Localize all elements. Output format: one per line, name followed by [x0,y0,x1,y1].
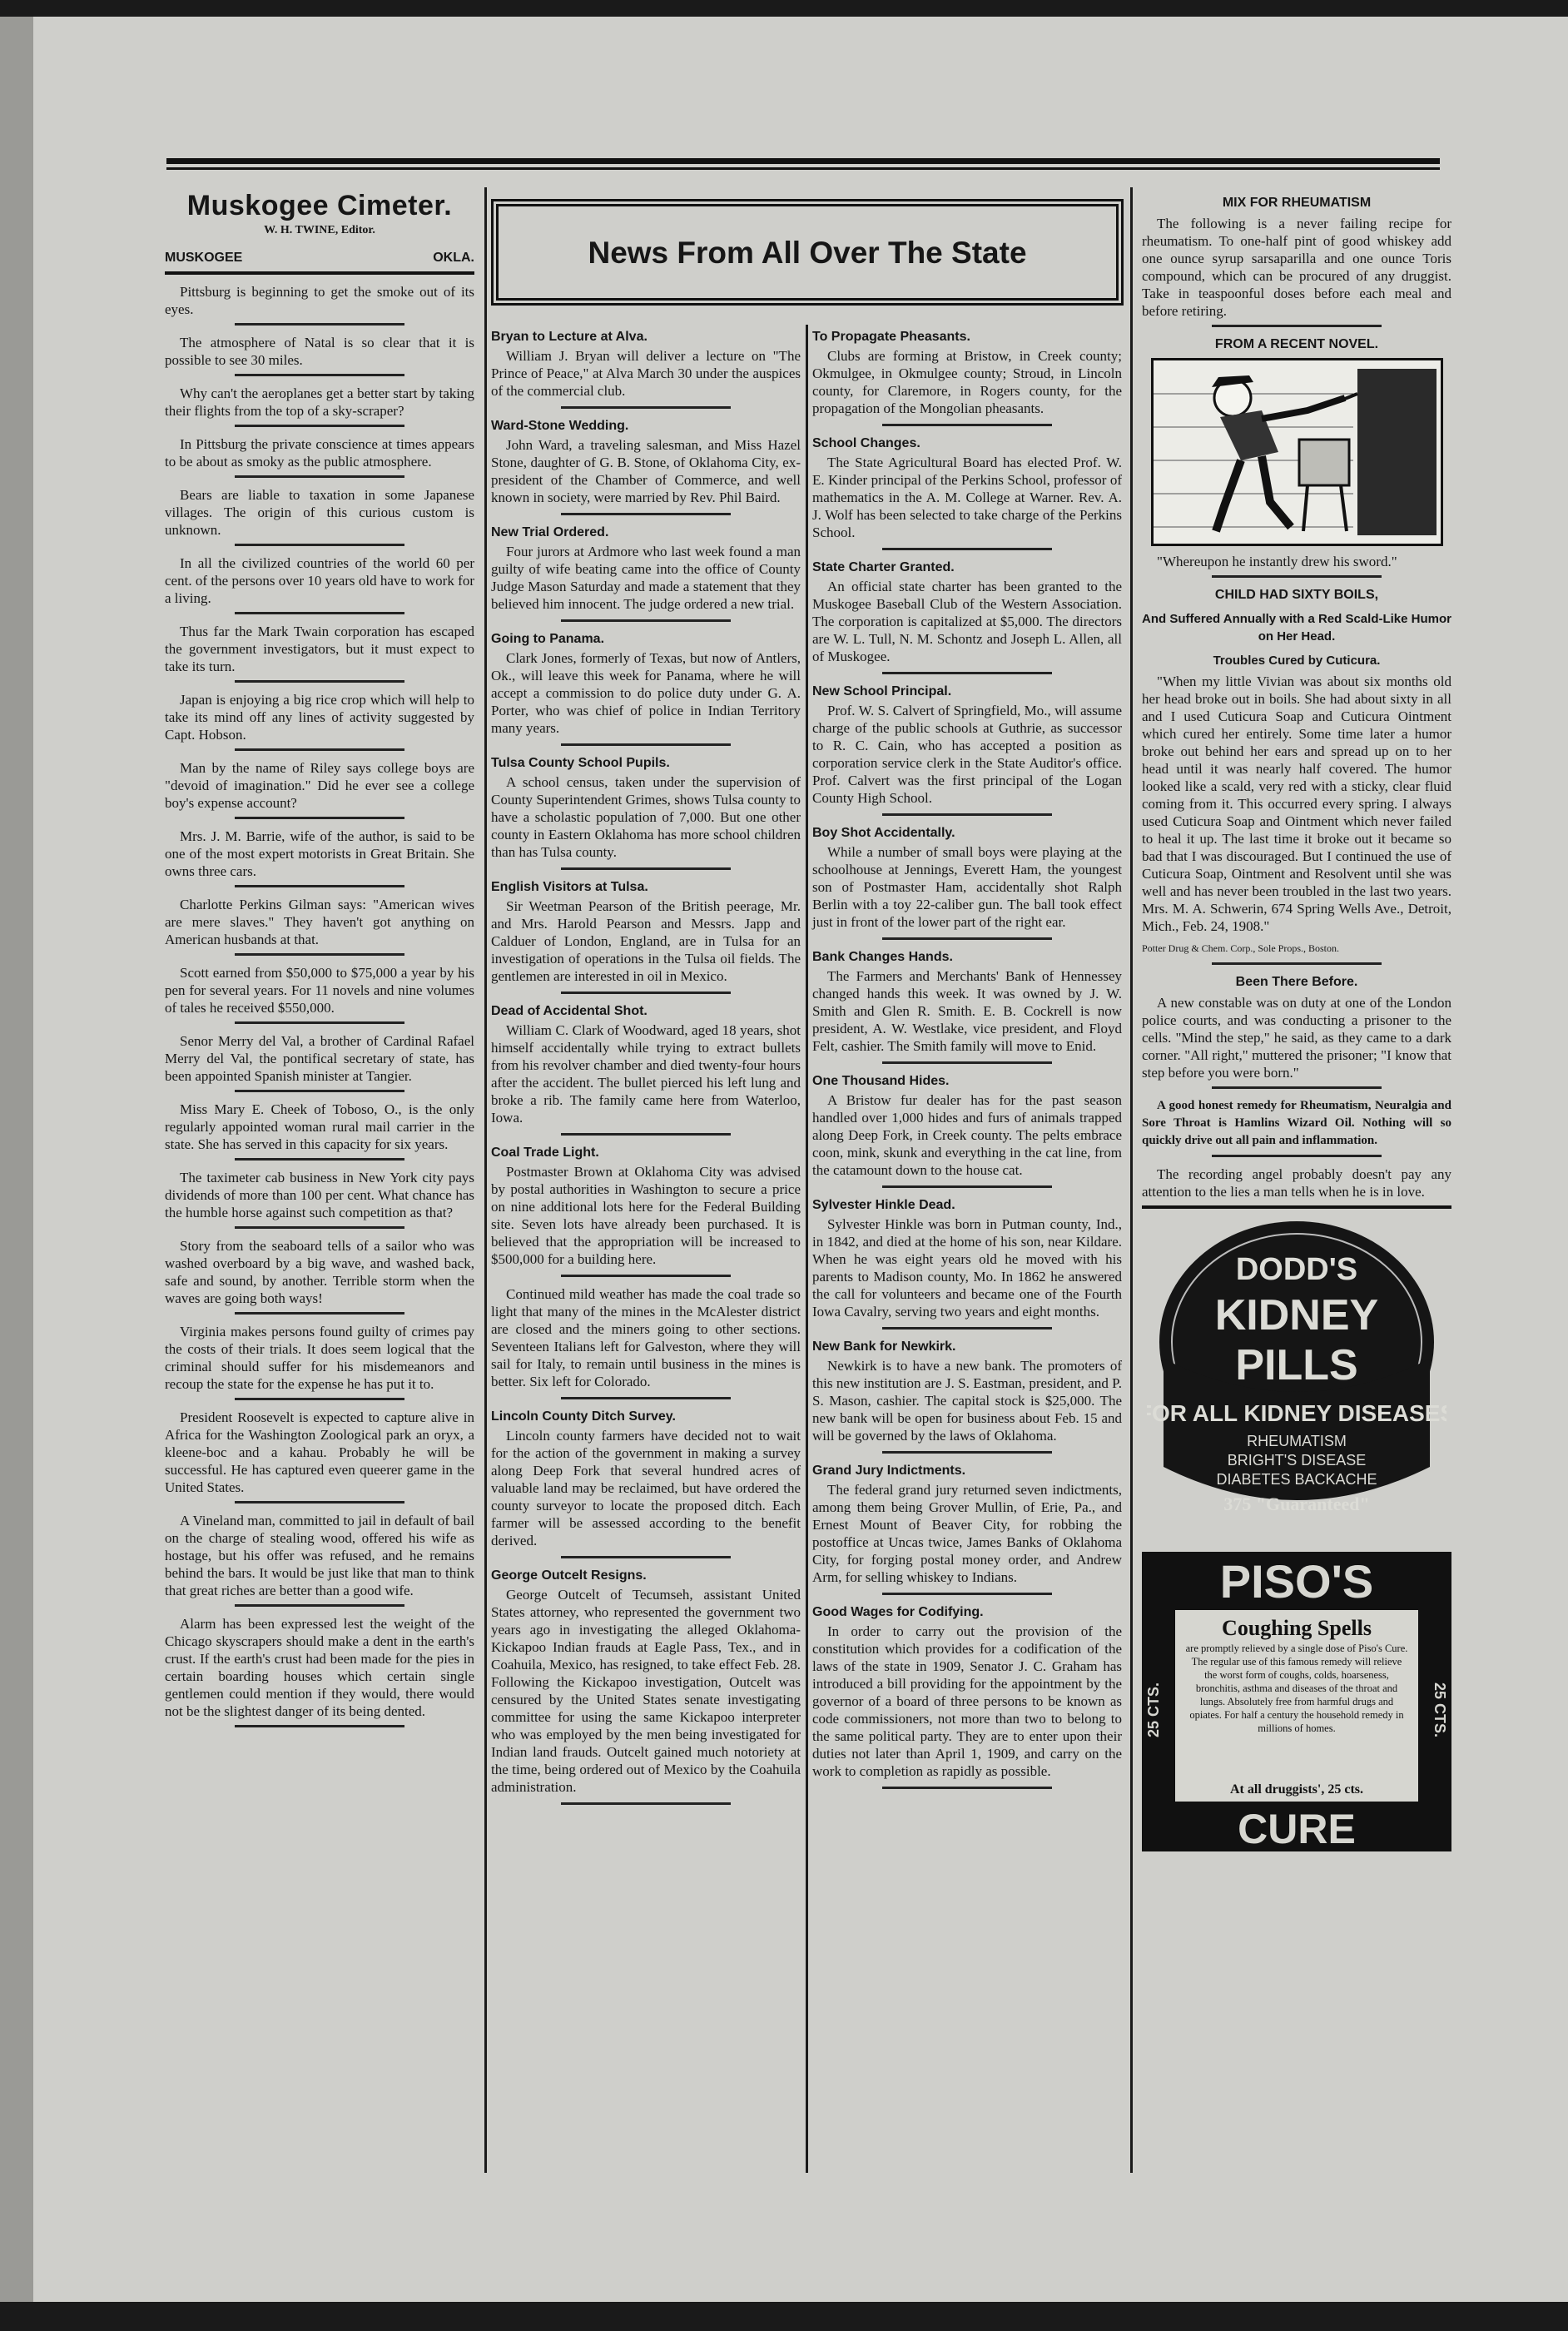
pisos-frame-icon [1142,1552,1451,1851]
separator [561,513,732,515]
separator [235,425,405,427]
story-body: The State Agricultural Board has elected Prof. W. E. Kinder principal of the Perkins School, professor of mathematics in the A. M. College at Warner. Rev. A. J. Wolf has been selected to take charge of the Perkins School. [812,455,1122,540]
news-story [491,878,801,985]
separator [1212,962,1382,965]
separator [561,1556,732,1558]
pill-box-icon [1147,1217,1446,1542]
news-story [812,1603,1122,1780]
story-body: The Farmers and Merchants' Bank of Hennessey changed hands this week. It was owned by J. W. Smith and Glen R. Smith. E. B. Cockrell is now president, A. W. Westlake, vice president, and Floyd Felt, cashier. The Smith family will move to Enid. [812,968,1122,1054]
brief-item: Mrs. J. M. Barrie, wife of the author, is said to be one of the most expert motorists in Great Britain. She owns three cars. [165,828,474,879]
separator [235,1604,405,1607]
swordsman-drawing-icon [1154,360,1441,544]
separator [235,748,405,751]
dodds-guarantee: 375 "Guaranteed" [1223,1494,1370,1514]
dodds-inner-2: BRIGHT'S DISEASE [1227,1452,1367,1469]
separator [561,1397,732,1399]
news-story [491,1408,801,1549]
boils-heading: CHILD HAD SIXTY BOILS, [1214,588,1379,602]
brief-item: Japan is enjoying a big rice crop which will help to take its mind off any lines of activity suggested by Capt. Hobson. [165,692,474,743]
separator [235,1021,405,1024]
wizard-oil-notice: A good honest remedy for Rheumatism, Neuralgia and Sore Throat is Hamlins Wizard Oil. Nothing will so quickly drive out all pain and inflammation. [1142,1099,1451,1147]
story-body: A Bristow fur dealer has for the past season handled over 1,000 hides and furs of animals trapped along Deep Fork, in Creek county. The pelts embrace coon, mink, skunk and everything in the cat line, from the catamount down to the house cat. [812,1092,1122,1178]
story-body: Clubs are forming at Bristow, in Creek county; Okmulgee, in Okmulgee county; Stroud, in Lincoln county, for Claremore, in Rogers county, for the propagation of the Mongolian pheasants. [812,348,1122,416]
separator [235,1398,405,1400]
brief-item: Man by the name of Riley says college boys are "devoid of imagination." Did he ever see a college boy's expense account? [165,760,474,811]
separator [882,548,1053,550]
separator [235,544,405,546]
separator [1142,1205,1451,1209]
separator [882,424,1053,426]
dodds-ring-text: FOR ALL KIDNEY DISEASES [1147,1400,1446,1426]
story-headline: One Thousand Hides. [812,1074,950,1088]
story-body: Sylvester Hinkle was born in Putman county, Ind., in 1842, and died at the home of his son, near Kildare. When he was eight years old he moved with his parents to Madison county, Mo. In 1862 he answered the call for volunteers and became one of the Fourth Iowa Cavalry, serving two years and eight months. [812,1216,1122,1320]
brief-item: Bears are liable to taxation in some Japanese villages. The origin of this curious custom is unknown. [165,487,474,538]
rheumatism-heading: MIX FOR RHEUMATISM [1222,196,1372,210]
brief-item: Miss Mary E. Cheek of Toboso, O., is the only regularly appointed woman rural mail carrier in the state. She has served in this capacity for six years. [165,1101,474,1152]
separator [561,1802,732,1805]
column-rule [1130,187,1133,2173]
separator [235,885,405,887]
news-story [491,328,801,400]
story-headline: Tulsa County School Pupils. [491,756,670,770]
brief-item: Charlotte Perkins Gilman says: "American wives are mere slaves." They haven't got anything on American husbands at that. [165,897,474,947]
news-story [491,630,801,737]
brief-item: Thus far the Mark Twain corporation has escaped the government investigators, but it must expect to take its turn. [165,624,474,674]
separator [235,475,405,478]
story-body: Postmaster Brown at Oklahoma City was advised by postal authorities in Washington to secure a price on nine additional lots here for the Federal Building site. Seven lots have already been purchased. It is believed that the appropriation will be increased to $500,000 for a building here. [491,1164,801,1267]
dodds-inner-1: RHEUMATISM [1247,1433,1347,1449]
separator [235,680,405,683]
separator [235,1725,405,1727]
story-headline: To Propagate Pheasants. [812,330,970,344]
separator [1212,325,1382,327]
masthead-title: Muskogee Cimeter. [186,190,453,221]
separator [882,937,1053,940]
separator [235,1158,405,1161]
newspaper-page [0,17,1568,2302]
story-headline: Ward-Stone Wedding. [491,419,629,433]
story-headline: Bank Changes Hands. [812,950,953,964]
story-body: An official state charter has been granted to the Muskogee Baseball Club of the Western Association. The corporation is capitalized at $5,000. The directors are W. L. Tull, N. M. Schontz and Joseph L. Allen, all of Muskogee. [812,579,1122,664]
story-body: Lincoln county farmers have decided not to wait for the action of the government in making a survey along Deep Fork that several hundred acres of valuable land may be reclaimed, but have ordered the county surveyor to locate the proposed ditch. Each farmer will be assessed according to the benefit derived. [491,1428,801,1548]
story-headline: Boy Shot Accidentally. [812,826,955,840]
brief-item: Virginia makes persons found guilty of crimes pay the costs of their trials. It does seem logical that the criminal should suffer for his misdemeanors and recoup the state for the expense he has put it to. [165,1324,474,1392]
news-story [491,417,801,506]
dodds-inner-3: DIABETES BACKACHE [1216,1471,1377,1488]
story-headline: George Outcelt Resigns. [491,1568,647,1583]
pisos-side-right: 25 CTS. [1432,1682,1448,1738]
separator [235,817,405,819]
separator [235,953,405,956]
news-story [812,1072,1122,1179]
brief-item: Pittsburg is beginning to get the smoke out of its eyes. [165,284,474,317]
story-body: The federal grand jury returned seven indictments, among them being Grover Mullin, of Erie, Pa., and Ernest Mount of Beaver City, for robbing the postoffice at Uncas twice, James Banks of Oklahoma City, for forging postal money order, and Andrew Arm, for selling whiskey to Indians. [812,1482,1122,1585]
story-headline: Lincoln County Ditch Survey. [491,1409,676,1424]
brief-item: In Pittsburg the private conscience at times appears to be about as smoky as the public atmosphere. [165,436,474,470]
brief-item: The taximeter cab business in New York city pays dividends of more than 100 per cent. What chance has the humble horse against such competition as that? [165,1170,474,1220]
banner-title: News From All Over The State [588,235,1027,270]
boils-subheading-2: Troubles Cured by Cuticura. [1213,654,1381,668]
story-headline: Grand Jury Indictments. [812,1464,966,1478]
separator [882,813,1053,816]
story-body: John Ward, a traveling salesman, and Miss Hazel Stone, daughter of G. B. Stone, of Oklahoma City, ex-president of the Chamber of Commerce, and well known in society, were married by Rev. Phil Baird. [491,437,801,505]
pisos-side-left: 25 CTS. [1145,1682,1162,1738]
seen-body: A new constable was on duty at one of the London police courts, and was conducting a prisoner to the cells. "Mind the step," he said, as they came to a dark corner. "All right," muttered the prisoner; "I know that step before you were born." [1142,995,1451,1081]
rheumatism-body: The following is a never failing recipe for rheumatism. To one-half pint of good whiskey add one ounce syrup sarsaparilla and one ounce Toris compound, which can be procured of any druggist. Take in teaspoonful doses before each meal and before retiring. [1142,216,1451,319]
brief-item: In all the civilized countries of the world 60 per cent. of the persons over 10 years old have to work for a living. [165,555,474,606]
boils-subheading: And Suffered Annually with a Red Scald-Like Humor on Her Head. [1142,612,1451,644]
pisos-price: At all druggists', 25 cts. [1230,1782,1363,1797]
news-story [812,824,1122,931]
pisos-top: PISO'S [1219,1555,1374,1608]
brief-item: Alarm has been expressed lest the weight of the Chicago skyscrapers should make a dent in the earth's crust. If the earth's crust had been made for the pies in certain boarding houses which certain single gentlemen could mention if they would, there would not be the slightest danger of its being dented. [165,1616,474,1719]
separator [882,1787,1053,1789]
story-headline: Dead of Accidental Shot. [491,1004,648,1018]
brief-item: Senor Merry del Val, a brother of Cardinal Rafael Merry del Val, the pontifical secretary of state, has been appointed Spanish minister at Tangier. [165,1033,474,1084]
separator [561,867,732,870]
dateline [165,249,474,275]
separator [561,743,732,746]
separator [561,619,732,622]
news-story [491,1144,801,1268]
brief-item: President Roosevelt is expected to capture alive in Africa for the Washington Zoological park an oryx, a kleene-boc and a kahau. Probably he will be successful. He has captured even queerer game in the United States. [165,1409,474,1495]
brief-item: Story from the seaboard tells of a sailor who was washed overboard by a big wave, and washed back, safe and sound, by another. Terrible storm when the waves are going both ways! [165,1238,474,1306]
separator [561,1133,732,1136]
story-headline: New Bank for Newkirk. [812,1339,956,1354]
left-column [165,187,474,1736]
news-story [812,328,1122,417]
separator [882,1327,1053,1330]
separator [235,323,405,326]
pisos-bottom: CURE [1238,1806,1356,1851]
news-story [491,1285,801,1390]
news-story [812,1462,1122,1586]
novel-heading: FROM A RECENT NOVEL. [1214,337,1379,351]
story-headline: English Visitors at Tulsa. [491,880,648,894]
brief-item: The atmosphere of Natal is so clear that it is possible to see 30 miles. [165,335,474,368]
seen-heading: Been There Before. [1235,975,1358,989]
story-body: Sir Weetman Pearson of the British peerage, Mr. and Mrs. Harold Pearson and Messrs. Japp and Calduer of London, England, are in Tulsa for an investigation of operations in the Tulsa oil fields. The gentlemen are interested in oil in Mexico. [491,898,801,984]
separator [1212,1086,1382,1089]
separator [235,1312,405,1315]
dodds-line-1: KIDNEY [1214,1291,1379,1339]
story-headline: Good Wages for Codifying. [812,1605,984,1619]
separator [882,672,1053,674]
separator [1212,1155,1382,1157]
banner-area [491,187,1124,322]
pisos-body: are promptly relieved by a single dose of Piso's Cure. The regular use of this famous remedy will relieve the worst form of coughs, colds, hoarseness, bronchitis, asthma and diseases of the throat and lungs. Absolutely free from harmful drugs and opiates. For half a century the household remedy in millions of homes. [1185,1643,1408,1734]
dodds-kidney-pills-ad [1147,1217,1446,1542]
news-story [812,1338,1122,1444]
separator [235,374,405,376]
center-column [491,325,801,1813]
cartoon-illustration [1151,358,1443,546]
news-story [491,1002,801,1126]
brief-item: Why can't the aeroplanes get a better start by taking their flights from the top of a sky-scraper? [165,385,474,419]
news-story [812,435,1122,541]
story-body: William J. Bryan will deliver a lecture on "The Prince of Peace," at Alva March 30 under the auspices of the commercial club. [491,348,801,399]
separator [561,406,732,409]
story-headline: Coal Trade Light. [491,1146,599,1160]
pisos-heading: Coughing Spells [1222,1616,1372,1640]
story-headline: School Changes. [812,436,920,450]
news-story [491,1567,801,1796]
story-headline: New School Principal. [812,684,952,698]
separator [882,1593,1053,1595]
column-rule [484,187,487,2173]
dateline-city: MUSKOGEE [165,251,243,265]
story-body: In order to carry out the provision of the constitution which provides for a codification of the laws of the state in 1909, Senator J. C. Graham has introduced a bill providing for the appointment by the governor of a board of three persons to be known as code commissioners, not more than two to belong to the same political party. They are to enter upon their duties not later than April 1, 1909, and carry on the work to completion as rapidly as possible. [812,1623,1122,1779]
dodds-brand: DODD'S [1235,1252,1358,1287]
news-story [491,754,801,861]
news-story [812,1196,1122,1320]
story-body: Continued mild weather has made the coal trade so light that many of the mines in the McAlester district are closed and the miners going to other sections. Seventeen Italians left for Galveston, where they will sail for Italy, to remain until business in the mines is better. Six left for Colorado. [491,1286,801,1389]
separator [235,1226,405,1229]
pisos-cure-ad [1142,1552,1451,1851]
news-story [812,683,1122,807]
separator [882,1061,1053,1064]
story-body: George Outcelt of Tecumseh, assistant United States attorney, who represented the government two years ago in investigating the alleged Oklahoma-Kickapoo Indian frauds at Eagle Pass, Tex., and in Coahuila, Mexico, has resigned, to take effect Feb. 28. Following the Kickapoo investigation, Outcelt was censured by the United States senate investigating committee for using the same Kickapoo interpreter who was employed by the men being investigated for Indian land frauds. Outcelt gained much notoriety at the time, being ordered out of Mexico by the Coahuila administration. [491,1587,801,1795]
story-body: Prof. W. S. Calvert of Springfield, Mo., will assume charge of the public schools at Guthrie, as successor to R. C. Cain, who has accepted a position as corporation service clerk in the State Auditor's office. Prof. Calvert was the first principal of the Logan County High School. [812,703,1122,806]
story-body: Newkirk is to have a new bank. The promoters of this new institution are J. S. Eastman, president, and P. S. Mason, cashier. The capital stock is $25,000. The new bank will be open for business about Feb. 15 and will be governed by the laws of Oklahoma. [812,1358,1122,1444]
story-body: Four jurors at Ardmore who last week found a man guilty of wife beating came into the office of County Judge Mason Saturday and made a statement that they believed him innocent. The judge ordered a new trial. [491,544,801,612]
story-body: Clark Jones, formerly of Texas, but now of Antlers, Ok., will leave this week for Panama, where he will accept a commission to do police duty under G. A. Porter, who was chief of police in Indian Territory many years. [491,650,801,736]
story-headline: Bryan to Lecture at Alva. [491,330,648,344]
boils-body: "When my little Vivian was about six months old her head broke out in boils. She had about sixty in all and I used Cuticura Soap and Cuticura Ointment which cured her entirely. Some time later a humor broke out behind her ears and spread up on to her head until it was nearly half covered. The humor looked like a scald, very red with a sticky, clear fluid coming from it. This occurred every spring. I always used Cuticura Soap and Ointment which never failed to heal it up. The last time it broke out it became so bad that I was discouraged. But I continued the use of Cuticura Soap, Ointment and Resolvent until she was well and has never been troubled in the last two years. Mrs. M. A. Schwerin, 674 Spring Wells Ave., Detroit, Mich., Feb. 24, 1908." [1142,673,1451,934]
separator [235,612,405,614]
separator [882,1185,1053,1188]
story-headline: State Charter Granted. [812,560,955,574]
story-body: A school census, taken under the supervision of County Superintendent Grimes, shows Tulsa county to have a scholastic population of 7,000. But one other county in Eastern Oklahoma has more school children than has Tulsa county. [491,774,801,860]
angel-quip: The recording angel probably doesn't pay any attention to the lies a man tells when he is in love. [1142,1166,1451,1200]
left-items [165,283,474,1727]
separator [882,1451,1053,1454]
top-rule [166,158,1440,164]
news-story [491,524,801,613]
separator [561,1275,732,1277]
dateline-state: OKLA. [433,251,474,265]
column-rule [806,325,808,2173]
story-body: While a number of small boys were playing at the schoolhouse at Jennings, Everett Ham, the youngest son of Postmaster Ham, accidentally shot Ralph Berlin with a toy 22-caliber gun. The ball took effect just in front of the lower part of the right ear. [812,844,1122,930]
top-rule-secondary [166,167,1440,170]
story-headline: Sylvester Hinkle Dead. [812,1198,955,1212]
news-story [812,559,1122,665]
masthead-editor: W. H. TWINE, Editor. [264,224,375,236]
separator [561,992,732,994]
separator [235,1090,405,1092]
boils-footer: Potter Drug & Chem. Corp., Sole Props., Boston. [1142,942,1340,954]
right-column [1142,187,1451,1855]
cartoon-caption: "Whereupon he instantly drew his sword." [1157,554,1397,569]
story-body: William C. Clark of Woodward, aged 18 years, shot himself accidentally while trying to extract bullets from his revolver chamber and died twenty-four hours after the accident. The bullet pierced his left lung and broke a rib. The family came here from Waterloo, Iowa. [491,1022,801,1126]
news-story [812,948,1122,1055]
story-headline: Going to Panama. [491,632,605,646]
banner [496,204,1119,301]
brief-item: A Vineland man, committed to jail in default of bail on the charge of stealing wood, offered his wife as hostage, but his offer was refused, and he remains behind the bars. It would be just like that man to think that great riches are better than a good wife. [165,1513,474,1598]
dodds-line-2: PILLS [1235,1341,1358,1389]
separator [1212,575,1382,578]
separator [235,1501,405,1503]
page-edge [0,17,33,2302]
story-headline: New Trial Ordered. [491,525,609,539]
brief-item: Scott earned from $50,000 to $75,000 a year by his pen for several years. For 11 novels and nine volumes of tales he received $550,000. [165,965,474,1016]
right-center-column [812,325,1122,1797]
